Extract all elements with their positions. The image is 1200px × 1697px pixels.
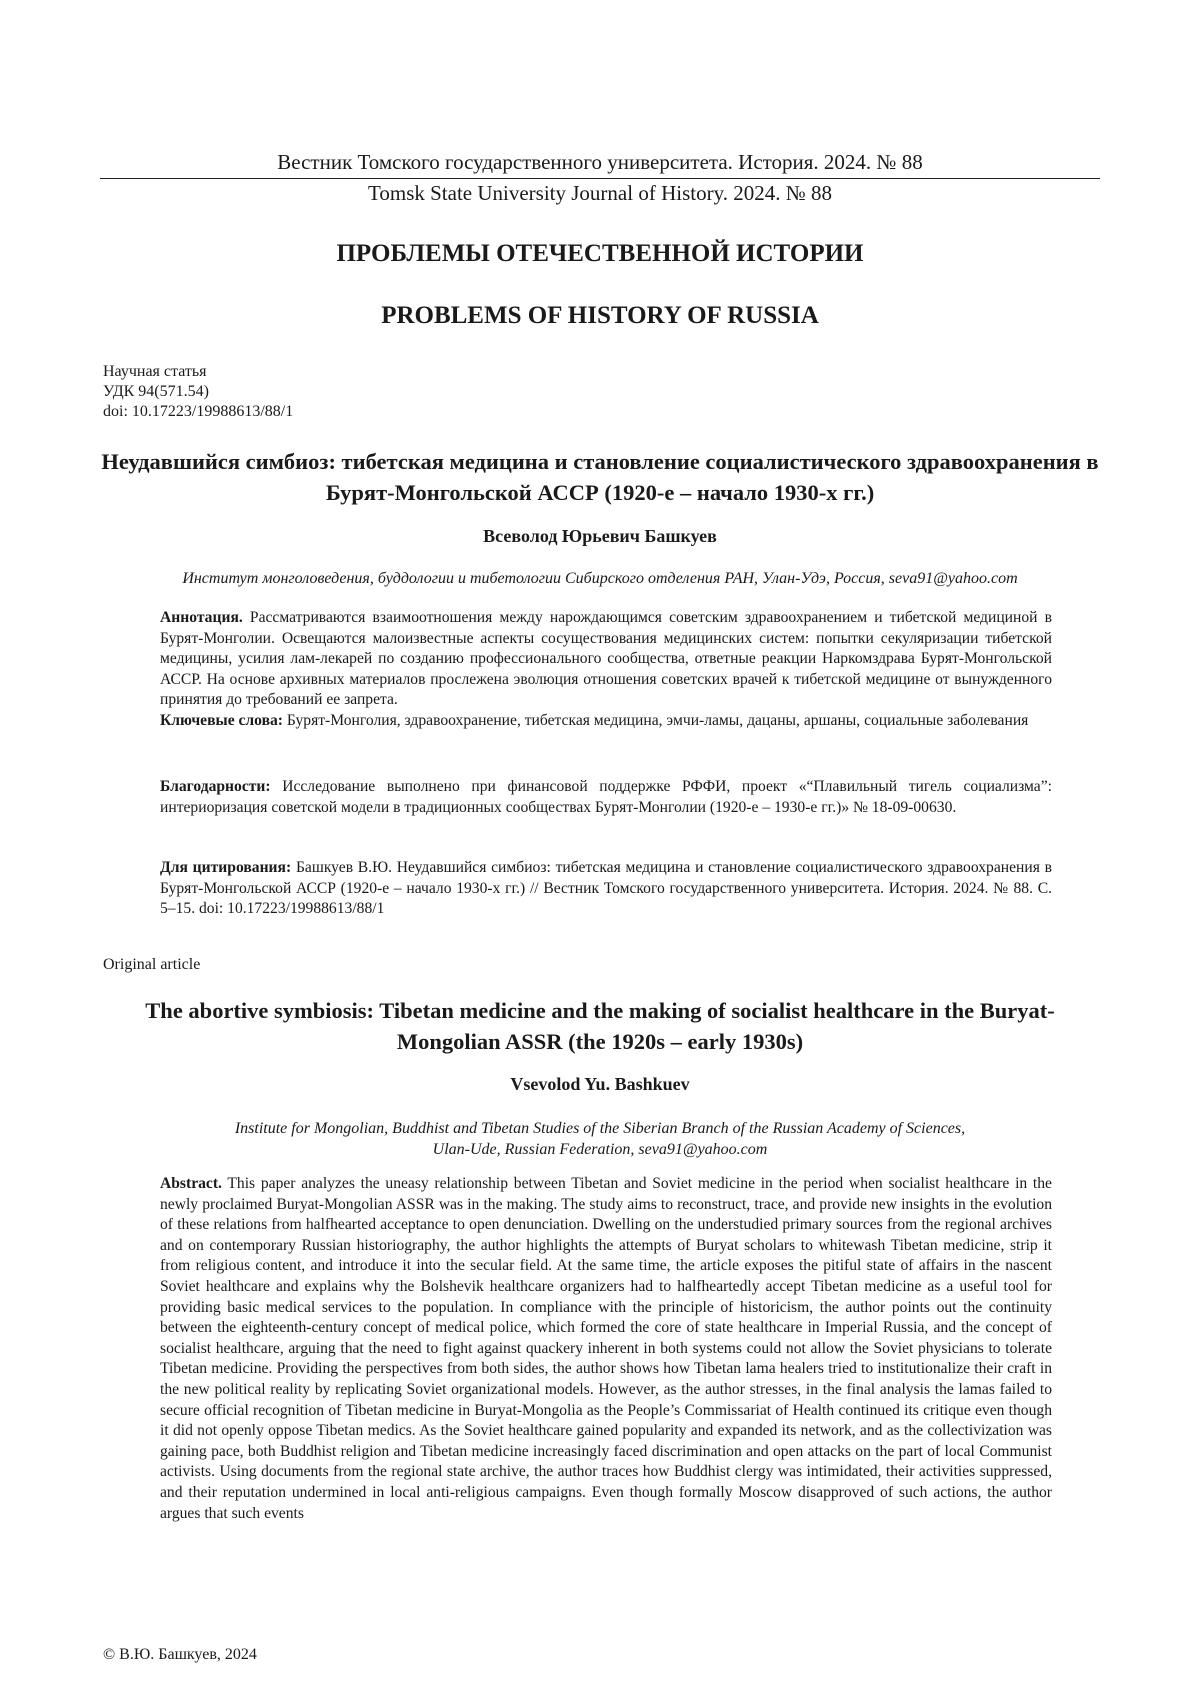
citation-label: Для цитирования: [160, 859, 292, 876]
abstract-ru-text: Рассматриваются взаимоотношения между нарождающимся советским здравоохранением и тибетской медициной в Бурят-Монголии. Освещаются малоизвестные аспекты сосуществования медицинских систем: попытки секуляризации тибетской медицины, усилия лам-лекарей по созданию профессионального сообщества, ответные реакции Наркомздрава Бурят-Монгольской АССР. На основе архивных материалов прослежена эволюция отношения советских врачей к тибетской медицине от вынужденного принятия до требований ее запрета. [160, 609, 1052, 708]
article-meta [103, 362, 293, 422]
author-affiliation-ru: Институт монголоведения, буддологии и тибетологии Сибирского отделения РАН, Улан-Удэ, Россия, seva91@yahoo.com [182, 570, 1018, 587]
abstract-en-label: Abstract. [160, 1175, 222, 1192]
abstract-en-text: This paper analyzes the uneasy relationship between Tibetan and Soviet medicine in the period when socialist healthcare in the newly proclaimed Buryat-Mongolian ASSR was in the making. The study aims to reconstruct, trace, and provide new insights in the evolution of these relations from halfhearted acceptance to open denunciation. Dwelling on the understudied primary sources from the regional archives and on contemporary Russian historiography, the author highlights the attempts of Buryat scholars to whitewash Tibetan medicine, strip it from religious content, and introduce it into the secular field. At the same time, the article exposes the pitiful state of affairs in the nascent Soviet healthcare and explains why the Bolshevik healthcare organizers had to halfheartedly accept Tibetan medicine as a useful tool for providing basic medical services to the population. In compliance with the principle of historicism, the author points out the continuity between the eighteenth-century concept of medical police, which formed the core of state healthcare in Imperial Russia, and the concept of socialist healthcare, arguing that the need to fight against quackery inherent in both systems could not allow the Soviet physicians to tolerate Tibetan medicine. Providing the perspectives from both sides, the author shows how Tibetan lama healers tried to institutionalize their craft in the new political reality by replicating Soviet organizational models. However, as the author stresses, in the final analysis the lamas failed to secure official recognition of Tibetan medicine in Buryat-Mongolia as the People’s Commissariat of Health continued its critique even though it did not openly oppose Tibetan medics. As the Soviet healthcare gained popularity and expanded its network, and as the collectivization was gaining pace, both Buddhist religion and Tibetan medicine increasingly faced discrimination and open attacks on the part of local Communist activists. Using documents from the regional state archive, the author traces how Buddhist clergy was intimidated, their activities suppressed, and their reputation undermined in local anti-religious campaigns. Even though formally Moscow disapproved of such actions, the author argues that such events [160, 1175, 1052, 1522]
acknowledgements-ru [160, 777, 1052, 818]
section-title-ru: ПРОБЛЕМЫ ОТЕЧЕСТВЕННОЙ ИСТОРИИ [336, 240, 864, 267]
section-title-en: PROBLEMS OF HISTORY OF RUSSIA [381, 302, 819, 329]
article-type-ru: Научная статья [103, 363, 207, 380]
keywords-ru-paragraph [160, 711, 1052, 732]
udc-code: УДК 94(571.54) [103, 383, 209, 400]
author-name-ru: Всеволод Юрьевич Башкуев [483, 526, 717, 546]
abstract-ru-label: Аннотация. [160, 609, 243, 626]
acknowledgements-text: Исследование выполнено при финансовой поддержке РФФИ, проект «“Плавильный тигель социализма”: интериоризация советской модели в традиционных сообществах Бурят-Монголии (1920-е – 1930-е гг.)» № 18-09-00630. [160, 778, 1052, 816]
keywords-ru-text: Бурят-Монголия, здравоохранение, тибетская медицина, эмчи-ламы, дацаны, аршаны, социальные заболевания [286, 711, 1029, 729]
citation-text: Башкуев В.Ю. Неудавшийся симбиоз: тибетская медицина и становление социалистического здравоохранения в Бурят-Монгольской АССР (1920-е – начало 1930-х гг.) // Вестник Томского государственного университета. История. 2024. № 88. С. 5–15. doi: 10.17223/19988613/88/1 [160, 859, 1052, 917]
affiliation-en-line2: Ulan-Ude, Russian Federation, seva91@yahoo.com [432, 1141, 768, 1158]
keywords-ru-label: Ключевые слова: [160, 711, 283, 729]
journal-header-ru: Вестник Томского государственного университета. История. 2024. № 88 [277, 150, 923, 174]
abstract-ru [160, 608, 1052, 731]
citation-ru [160, 858, 1052, 920]
affiliation-en-line1: Institute for Mongolian, Buddhist and Tibetan Studies of the Siberian Branch of the Russian Academy of Sciences, [234, 1120, 966, 1137]
doi-ru: doi: 10.17223/19988613/88/1 [103, 403, 294, 420]
header-rule [100, 178, 1100, 179]
author-name-en: Vsevolod Yu. Bashkuev [510, 1074, 690, 1094]
abstract-en [160, 1174, 1052, 1524]
abstract-ru-paragraph [160, 608, 1052, 711]
journal-header-en: Tomsk State University Journal of History. 2024. № 88 [368, 181, 832, 205]
article-title-en: The abortive symbiosis: Tibetan medicine and the making of socialist healthcare in the Buryat-Mongolian ASSR (the 1920s – early 1930s) [145, 998, 1055, 1054]
article-type-en: Original article [103, 956, 201, 973]
article-title-ru: Неудавшийся симбиоз: тибетская медицина и становление социалистического здравоохранения в Бурят-Монгольской АССР (1920-е – начало 1930-х гг.) [101, 449, 1099, 505]
copyright-notice: © В.Ю. Башкуев, 2024 [103, 1646, 257, 1663]
acknowledgements-label: Благодарности: [160, 778, 271, 795]
author-affiliation-en [150, 1118, 1050, 1160]
